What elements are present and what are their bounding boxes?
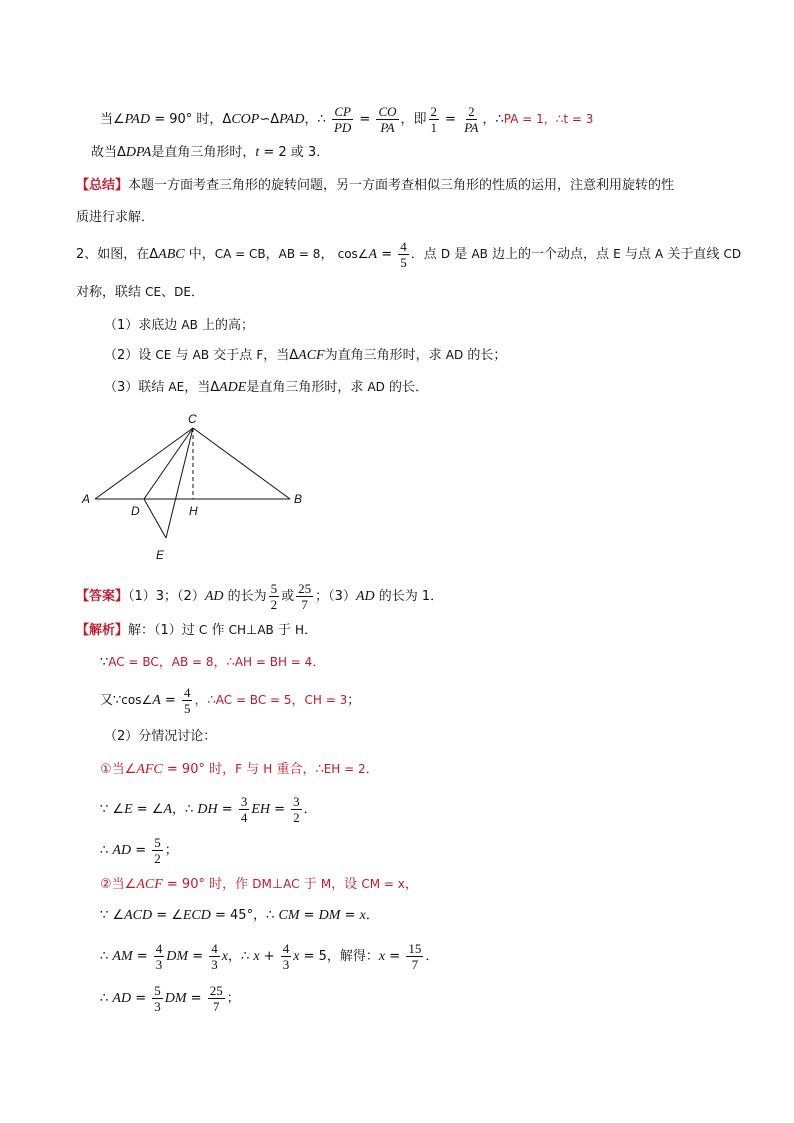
fraction: $\frac{25}{7}$ bbox=[298, 581, 312, 612]
label-b: B bbox=[294, 492, 303, 506]
step-3: （2）分情况讨论： bbox=[104, 729, 217, 744]
step-7: ②当∠ACF = 90° 时，作 DM⊥AC 于 M，设 CM = x， bbox=[100, 877, 418, 892]
label-e: E bbox=[156, 548, 165, 562]
step-10: ∴ AD = $\frac{5}{3}$ DM = $\frac{25}{7}$ ； bbox=[100, 983, 240, 1014]
step-4: ①当∠AFC = 90° 时，F 与 H 重合，∴EH = 2． bbox=[100, 762, 379, 777]
analysis-intro: 【解析】解：（1）过 C 作 CH⊥AB 于 H． bbox=[76, 623, 318, 638]
question-1: （1）求底边 AB 上的高； bbox=[104, 318, 254, 333]
label-a: A bbox=[82, 492, 91, 506]
label-d: D bbox=[131, 504, 140, 518]
fraction: $\frac{3}{4}$ bbox=[240, 794, 248, 825]
summary: 【总结】本题一方面考查三角形的旋转问题，另一方面考查相似三角形的性质的运用，注意利用旋转的性 bbox=[76, 178, 675, 193]
fraction: $\frac{2}{PA}$ bbox=[464, 104, 479, 135]
fraction: $\frac{3}{2}$ bbox=[293, 794, 300, 825]
question-2: （2）设 CE 与 AB 交于点 F，当ΔACF为直角三角形时，求 AD 的长； bbox=[104, 348, 507, 363]
label-c: C bbox=[188, 412, 197, 426]
summary-cont: 质进行求解． bbox=[76, 210, 155, 225]
problem-2-statement: 2、如图，在ΔABC 中，CA = CB，AB = 8， cos∠A = $\frac{4}{5}$ ．点 D 是 AB 边上的一个动点，点 E 与点 A 关于直线 CD bbox=[76, 239, 742, 270]
line-conclusion: 故当ΔDPA是直角三角形时，t = 2 或 3． bbox=[91, 145, 330, 160]
summary-tag: 【总结】 bbox=[76, 178, 129, 193]
step-8: ∵ ∠ACD = ∠ECD = 45°，∴ CM = DM = x． bbox=[100, 908, 379, 923]
line-pad-case: 当∠PAD = 90° 时，ΔCOP∽ΔPAD，∴ $\frac{CP}{PD}$ = $\frac{CO}{PA}$ ，即 $\frac{2}{1}$ = $\frac{2}{PA}$ ，∴PA = 1，∴t = 3 bbox=[100, 104, 594, 135]
label-h: H bbox=[189, 504, 198, 518]
analysis-tag: 【解析】 bbox=[76, 623, 129, 638]
segment-cd bbox=[144, 428, 193, 499]
segment-cb bbox=[193, 428, 290, 499]
step-6: ∴ AD = $\frac{5}{2}$ ； bbox=[100, 835, 178, 866]
question-3: （3）联结 AE，当ΔADE是直角三角形时，求 AD 的长． bbox=[104, 380, 429, 395]
step-2: 又∵cos∠A = $\frac{4}{5}$ ，∴AC = BC = 5，CH = 3； bbox=[100, 685, 361, 716]
fraction: $\frac{25}{7}$ bbox=[209, 983, 223, 1014]
fraction: $\frac{4}{3}$ bbox=[155, 941, 163, 972]
fraction: $\frac{4}{5}$ bbox=[400, 239, 407, 270]
step-9: ∴ AM = $\frac{4}{3}$ DM = $\frac{4}{3}$ x，∴ x + $\frac{4}{3}$ x = 5，解得：x = $\frac{15}{7}$ ． bbox=[100, 941, 439, 972]
fraction: $\frac{15}{7}$ bbox=[408, 941, 422, 972]
fraction: $\frac{4}{3}$ bbox=[211, 941, 218, 972]
fraction: $\frac{5}{3}$ bbox=[154, 983, 161, 1014]
fraction: $\frac{5}{2}$ bbox=[270, 581, 278, 612]
fraction: $\frac{CO}{PA}$ bbox=[378, 104, 397, 135]
fraction: $\frac{4}{5}$ bbox=[183, 685, 191, 716]
fraction: $\frac{4}{3}$ bbox=[282, 941, 290, 972]
segment-de bbox=[144, 499, 166, 538]
answer: 【答案】（1）3；（2）AD 的长为 $\frac{5}{2}$ 或 $\frac{25}{7}$ ；（3）AD 的长为 1． bbox=[76, 581, 444, 612]
step-5: ∵ ∠E = ∠A，∴ DH = $\frac{3}{4}$ EH = $\frac{3}{2}$ ． bbox=[100, 794, 317, 825]
answer-tag: 【答案】 bbox=[76, 589, 129, 604]
fraction: $\frac{2}{1}$ bbox=[430, 104, 438, 135]
step-1: ∵AC = BC，AB = 8，∴AH = BH = 4． bbox=[100, 655, 326, 670]
problem-2-statement-cont: 对称，联结 CE、DE． bbox=[76, 285, 204, 300]
fraction: $\frac{CP}{PD}$ bbox=[333, 104, 352, 135]
fraction: $\frac{5}{2}$ bbox=[154, 835, 161, 866]
